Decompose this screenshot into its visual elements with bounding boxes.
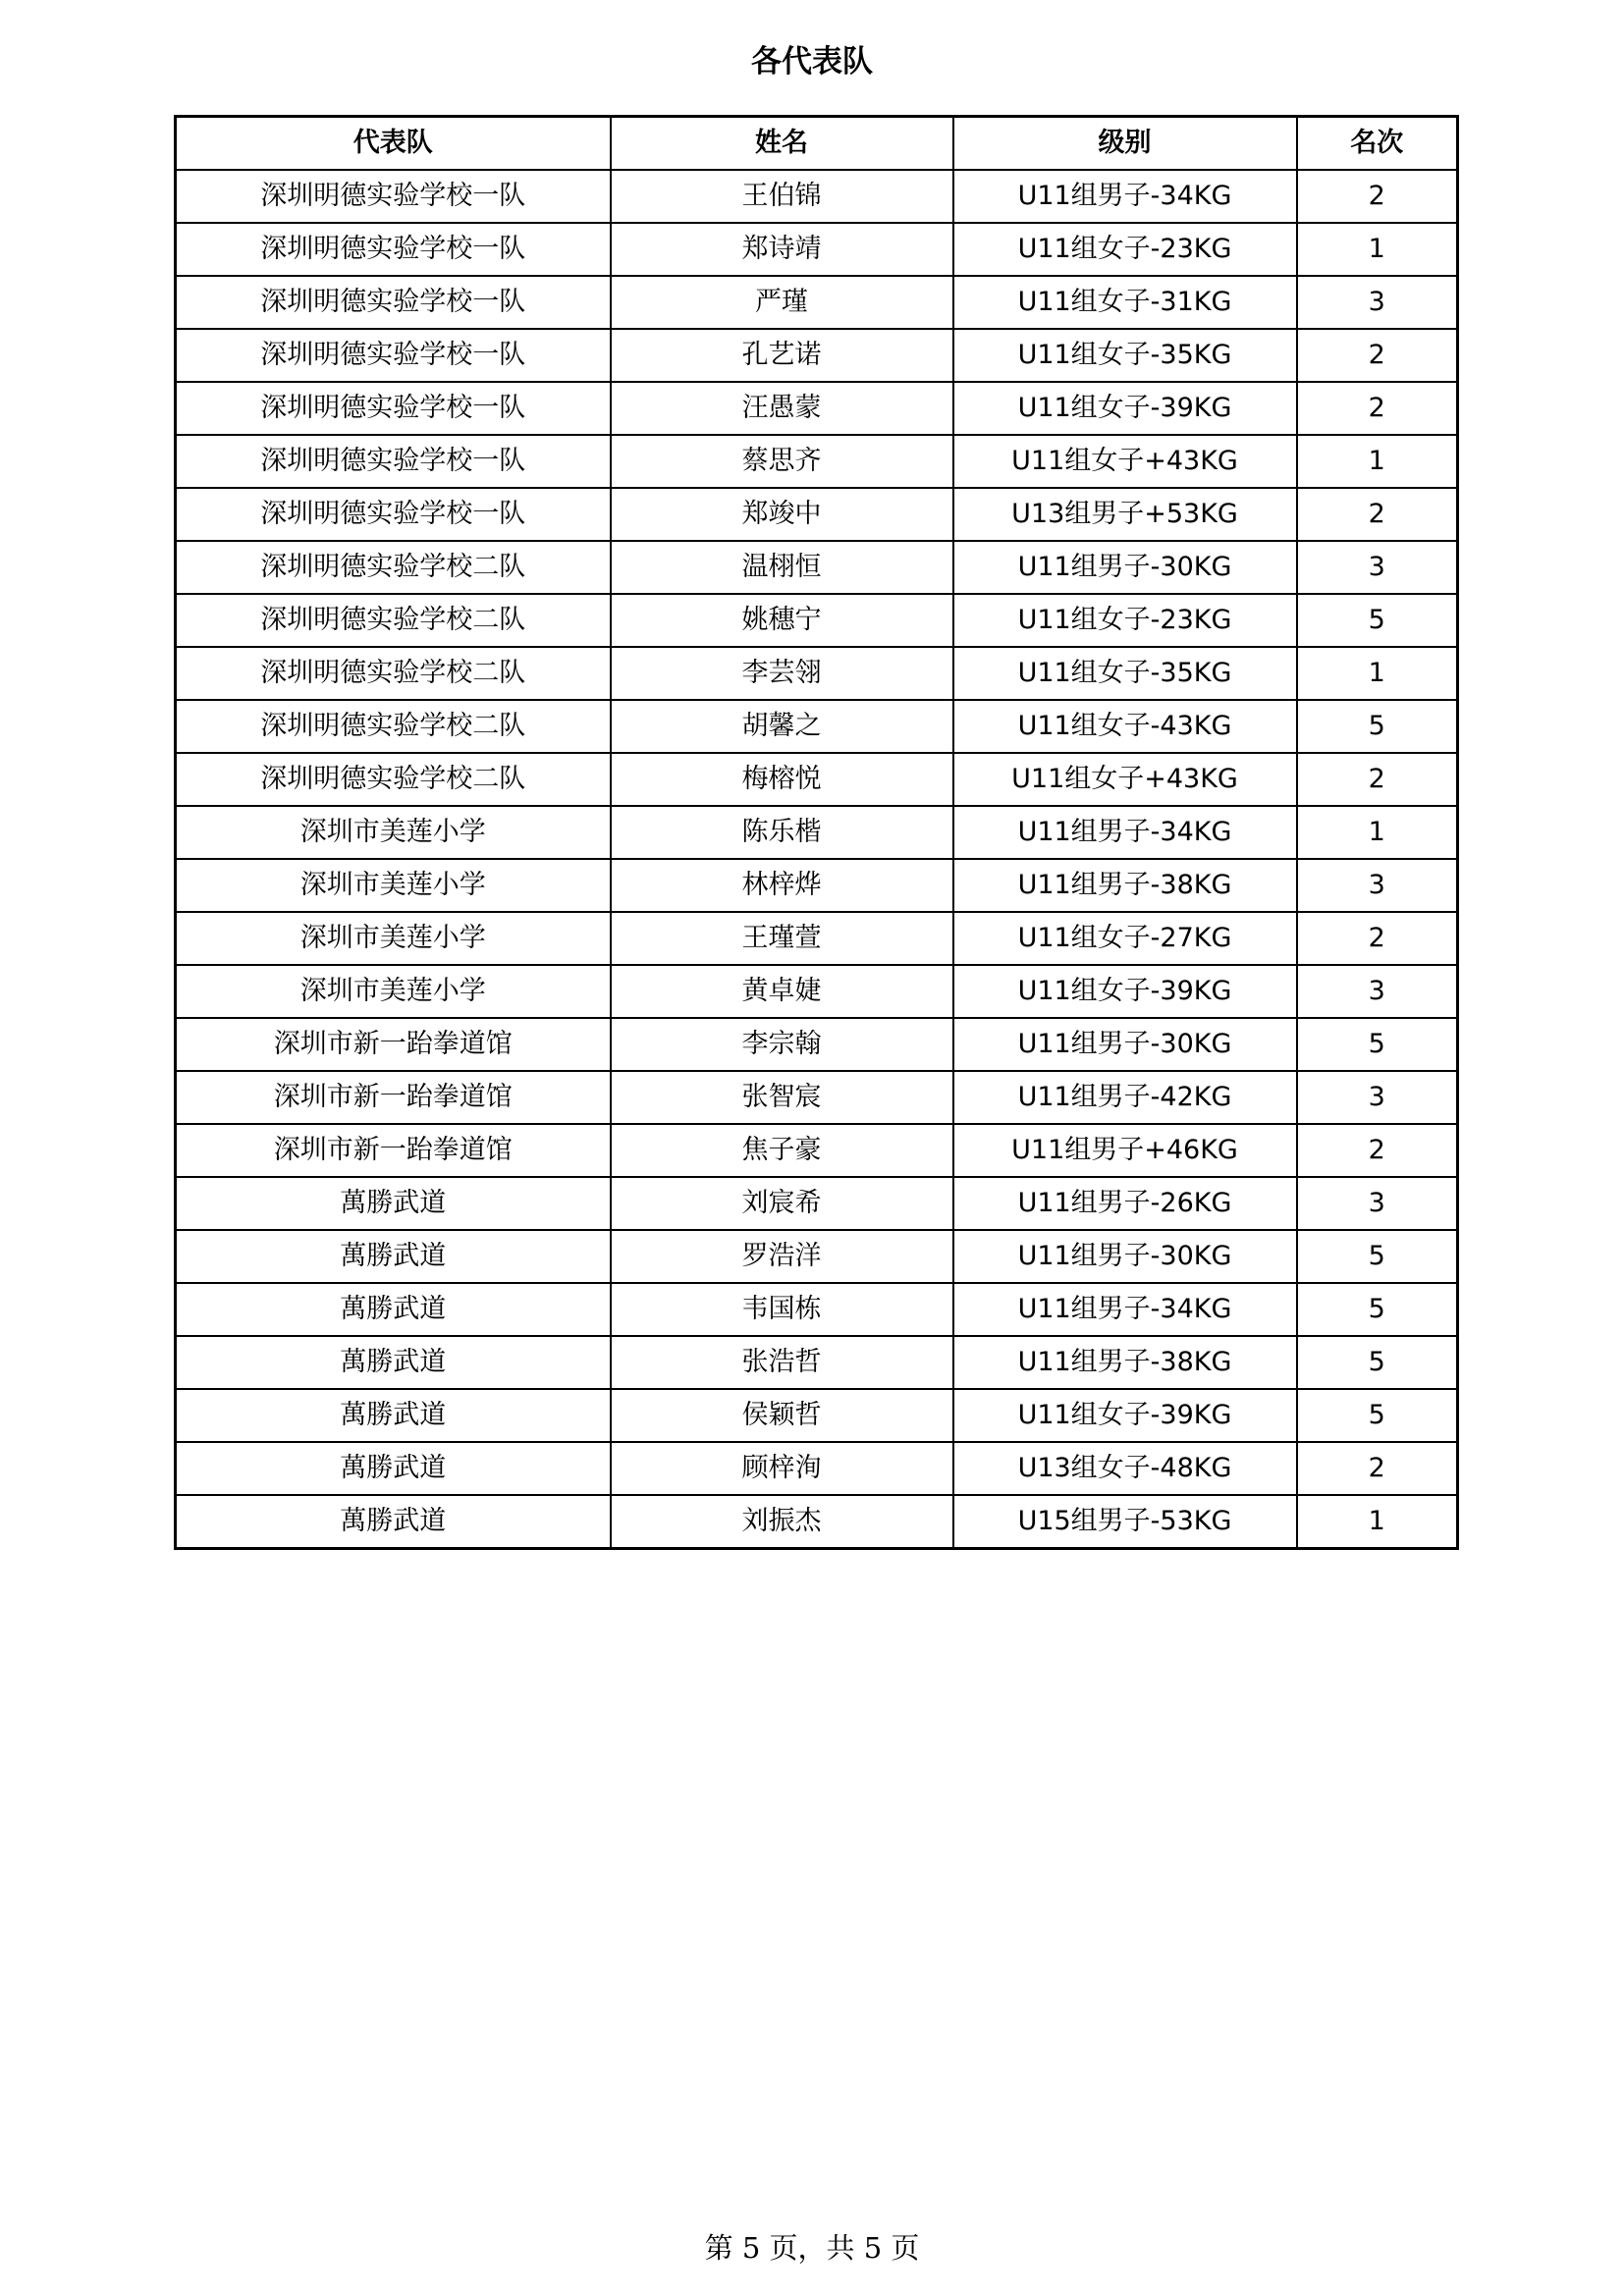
cell-level: U15组男子-53KG <box>953 1495 1297 1549</box>
cell-team: 萬勝武道 <box>176 1283 611 1336</box>
table-row <box>176 1177 1458 1230</box>
cell-name: 胡馨之 <box>611 700 953 753</box>
cell-name: 刘振杰 <box>611 1495 953 1549</box>
cell-team: 深圳市新一跆拳道馆 <box>176 1124 611 1177</box>
cell-rank: 1 <box>1297 435 1458 488</box>
table-row <box>176 329 1458 382</box>
table-row <box>176 753 1458 806</box>
cell-level: U11组女子+43KG <box>953 753 1297 806</box>
cell-name: 林梓烨 <box>611 859 953 912</box>
cell-team: 深圳明德实验学校一队 <box>176 382 611 435</box>
cell-level: U11组男子-42KG <box>953 1071 1297 1124</box>
cell-rank: 2 <box>1297 382 1458 435</box>
cell-level: U11组男子-26KG <box>953 1177 1297 1230</box>
cell-team: 萬勝武道 <box>176 1177 611 1230</box>
cell-level: U11组女子+43KG <box>953 435 1297 488</box>
cell-team: 深圳明德实验学校二队 <box>176 541 611 594</box>
column-header-rank: 名次 <box>1297 117 1458 171</box>
cell-level: U11组男子-34KG <box>953 1283 1297 1336</box>
table-row <box>176 594 1458 647</box>
cell-team: 深圳市美莲小学 <box>176 806 611 859</box>
column-header-name: 姓名 <box>611 117 953 171</box>
cell-name: 温栩恒 <box>611 541 953 594</box>
results-table <box>174 115 1459 1550</box>
cell-name: 严瑾 <box>611 276 953 329</box>
table-row <box>176 223 1458 276</box>
cell-name: 张浩哲 <box>611 1336 953 1389</box>
cell-team: 萬勝武道 <box>176 1336 611 1389</box>
cell-rank: 2 <box>1297 1442 1458 1495</box>
cell-team: 深圳明德实验学校一队 <box>176 276 611 329</box>
cell-name: 顾梓洵 <box>611 1442 953 1495</box>
cell-team: 萬勝武道 <box>176 1230 611 1283</box>
cell-team: 深圳明德实验学校二队 <box>176 647 611 700</box>
cell-rank: 1 <box>1297 647 1458 700</box>
cell-rank: 2 <box>1297 1124 1458 1177</box>
cell-name: 郑诗靖 <box>611 223 953 276</box>
cell-team: 深圳明德实验学校一队 <box>176 170 611 223</box>
cell-level: U11组男子-38KG <box>953 1336 1297 1389</box>
cell-name: 李宗翰 <box>611 1018 953 1071</box>
table-row <box>176 435 1458 488</box>
cell-level: U11组女子-35KG <box>953 329 1297 382</box>
cell-rank: 3 <box>1297 1177 1458 1230</box>
cell-name: 韦国栋 <box>611 1283 953 1336</box>
table-row <box>176 1389 1458 1442</box>
cell-rank: 5 <box>1297 700 1458 753</box>
cell-level: U11组女子-27KG <box>953 912 1297 965</box>
table-row <box>176 912 1458 965</box>
cell-level: U11组男子-38KG <box>953 859 1297 912</box>
cell-rank: 5 <box>1297 1018 1458 1071</box>
cell-team: 深圳市美莲小学 <box>176 859 611 912</box>
cell-team: 深圳市美莲小学 <box>176 912 611 965</box>
page-footer: 第 5 页，共 5 页 <box>704 2231 920 2265</box>
table-row <box>176 170 1458 223</box>
cell-name: 汪愚蒙 <box>611 382 953 435</box>
cell-name: 梅榕悦 <box>611 753 953 806</box>
cell-level: U11组男子-30KG <box>953 1018 1297 1071</box>
results-table-container <box>174 115 1459 1550</box>
cell-team: 深圳明德实验学校一队 <box>176 223 611 276</box>
cell-name: 陈乐楷 <box>611 806 953 859</box>
cell-team: 深圳明德实验学校一队 <box>176 435 611 488</box>
table-row <box>176 965 1458 1018</box>
column-header-team: 代表队 <box>176 117 611 171</box>
cell-team: 深圳明德实验学校二队 <box>176 700 611 753</box>
table-row <box>176 276 1458 329</box>
cell-team: 深圳明德实验学校一队 <box>176 329 611 382</box>
cell-level: U11组女子-39KG <box>953 382 1297 435</box>
table-row <box>176 859 1458 912</box>
cell-level: U11组男子-30KG <box>953 1230 1297 1283</box>
cell-name: 李芸翎 <box>611 647 953 700</box>
cell-team: 深圳市美莲小学 <box>176 965 611 1018</box>
cell-team: 萬勝武道 <box>176 1389 611 1442</box>
table-row <box>176 647 1458 700</box>
cell-level: U13组女子-48KG <box>953 1442 1297 1495</box>
cell-team: 深圳市新一跆拳道馆 <box>176 1071 611 1124</box>
cell-team: 深圳明德实验学校二队 <box>176 753 611 806</box>
cell-name: 张智宸 <box>611 1071 953 1124</box>
table-row <box>176 1495 1458 1549</box>
cell-rank: 2 <box>1297 170 1458 223</box>
cell-name: 孔艺诺 <box>611 329 953 382</box>
cell-level: U13组男子+53KG <box>953 488 1297 541</box>
cell-level: U11组女子-43KG <box>953 700 1297 753</box>
table-row <box>176 1124 1458 1177</box>
cell-level: U11组女子-39KG <box>953 1389 1297 1442</box>
table-row <box>176 1336 1458 1389</box>
cell-team: 深圳明德实验学校一队 <box>176 488 611 541</box>
cell-level: U11组女子-39KG <box>953 965 1297 1018</box>
cell-rank: 5 <box>1297 594 1458 647</box>
table-row <box>176 541 1458 594</box>
table-row <box>176 488 1458 541</box>
cell-level: U11组男子-30KG <box>953 541 1297 594</box>
cell-level: U11组男子-34KG <box>953 806 1297 859</box>
table-row <box>176 700 1458 753</box>
cell-name: 蔡思齐 <box>611 435 953 488</box>
cell-rank: 5 <box>1297 1230 1458 1283</box>
cell-rank: 3 <box>1297 965 1458 1018</box>
table-body <box>176 170 1458 1549</box>
cell-rank: 3 <box>1297 859 1458 912</box>
cell-level: U11组男子+46KG <box>953 1124 1297 1177</box>
cell-name: 姚穗宁 <box>611 594 953 647</box>
cell-rank: 5 <box>1297 1283 1458 1336</box>
cell-name: 刘宸希 <box>611 1177 953 1230</box>
cell-rank: 2 <box>1297 329 1458 382</box>
table-header-row <box>176 117 1458 171</box>
cell-rank: 3 <box>1297 1071 1458 1124</box>
column-header-level: 级别 <box>953 117 1297 171</box>
cell-rank: 3 <box>1297 541 1458 594</box>
cell-rank: 2 <box>1297 488 1458 541</box>
cell-team: 深圳明德实验学校二队 <box>176 594 611 647</box>
cell-rank: 3 <box>1297 276 1458 329</box>
table-row <box>176 806 1458 859</box>
cell-level: U11组男子-34KG <box>953 170 1297 223</box>
cell-name: 郑竣中 <box>611 488 953 541</box>
cell-rank: 5 <box>1297 1389 1458 1442</box>
cell-level: U11组女子-23KG <box>953 594 1297 647</box>
cell-rank: 1 <box>1297 806 1458 859</box>
cell-rank: 2 <box>1297 912 1458 965</box>
table-row <box>176 1442 1458 1495</box>
table-row <box>176 1283 1458 1336</box>
cell-team: 深圳市新一跆拳道馆 <box>176 1018 611 1071</box>
cell-team: 萬勝武道 <box>176 1495 611 1549</box>
cell-name: 王瑾萱 <box>611 912 953 965</box>
page-title: 各代表队 <box>751 44 873 80</box>
table-row <box>176 1230 1458 1283</box>
cell-name: 王伯锦 <box>611 170 953 223</box>
cell-name: 焦子豪 <box>611 1124 953 1177</box>
cell-name: 侯颖哲 <box>611 1389 953 1442</box>
cell-rank: 1 <box>1297 1495 1458 1549</box>
cell-level: U11组女子-31KG <box>953 276 1297 329</box>
cell-rank: 5 <box>1297 1336 1458 1389</box>
table-row <box>176 382 1458 435</box>
cell-rank: 1 <box>1297 223 1458 276</box>
table-row <box>176 1018 1458 1071</box>
cell-name: 罗浩洋 <box>611 1230 953 1283</box>
cell-level: U11组女子-23KG <box>953 223 1297 276</box>
cell-team: 萬勝武道 <box>176 1442 611 1495</box>
cell-name: 黄卓婕 <box>611 965 953 1018</box>
cell-level: U11组女子-35KG <box>953 647 1297 700</box>
cell-rank: 2 <box>1297 753 1458 806</box>
table-row <box>176 1071 1458 1124</box>
